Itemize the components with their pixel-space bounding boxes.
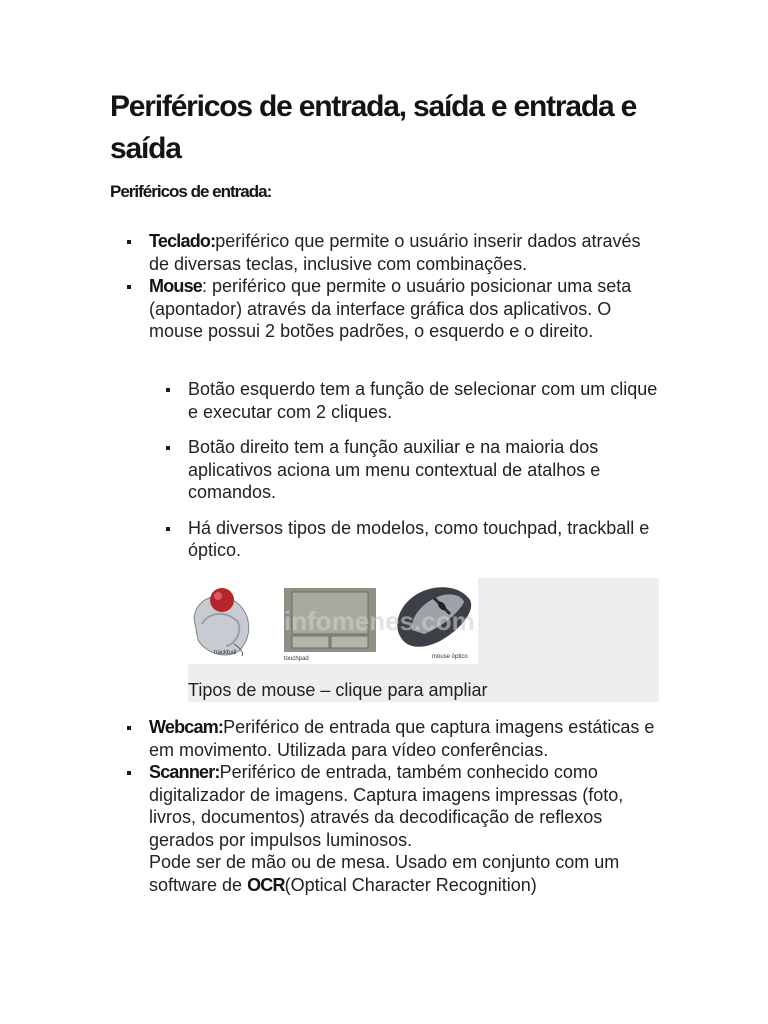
desc-scanner: Periférico de entrada, também conhecido como digitalizador de imagens. Captura imagens impressas (foto, livros, documentos) através da decodificação de reflexos gerados por impulsos luminosos. bbox=[149, 762, 624, 850]
desc-mouse-types: Há diversos tipos de modelos, como touchpad, trackball e óptico. bbox=[188, 517, 650, 560]
list-item-webcam bbox=[0, 716, 659, 761]
mouse-types-image[interactable] bbox=[188, 578, 478, 664]
list-item-teclado bbox=[0, 230, 659, 275]
term-ocr: OCR bbox=[247, 874, 285, 895]
touchpad-label: touchpad bbox=[284, 656, 309, 662]
mouse-types-illustration bbox=[188, 578, 478, 664]
term-mouse: Mouse bbox=[149, 276, 203, 296]
mouse-types-figure[interactable] bbox=[188, 578, 659, 702]
input-peripherals-list bbox=[0, 230, 659, 343]
list-item-scanner bbox=[0, 761, 659, 896]
list-item-mouse-types bbox=[0, 517, 660, 562]
page-title: Periféricos de entrada, saída e entrada e saída bbox=[110, 90, 637, 165]
bullet-icon bbox=[166, 527, 170, 531]
bullet-icon bbox=[127, 285, 131, 289]
list-item-left-button bbox=[0, 378, 660, 423]
term-scanner: Scanner: bbox=[149, 762, 220, 782]
desc-webcam: Periférico de entrada que captura imagens estáticas e em movimento. Utilizada para vídeo conferências. bbox=[149, 717, 655, 760]
term-teclado: Teclado: bbox=[149, 231, 216, 251]
mouse-details-list bbox=[0, 378, 660, 562]
bullet-icon bbox=[127, 726, 131, 730]
trackball-mouse-icon bbox=[194, 588, 249, 656]
input-peripherals-list-continued bbox=[0, 716, 659, 896]
bullet-icon bbox=[166, 388, 170, 392]
bullet-icon bbox=[166, 446, 170, 450]
desc-teclado: periférico que permite o usuário inserir dados através de diversas teclas, inclusive com combinações. bbox=[149, 231, 641, 274]
desc-right-button: Botão direito tem a função auxiliar e na maioria dos aplicativos aciona um menu contextual de atalhos e comandos. bbox=[188, 437, 601, 502]
desc-scanner-extra: Pode ser de mão ou de mesa. Usado em conjunto com um software de bbox=[149, 852, 620, 895]
term-webcam: Webcam: bbox=[149, 717, 224, 737]
bullet-icon bbox=[127, 240, 131, 244]
desc-left-button: Botão esquerdo tem a função de selecionar com um clique e executar com 2 cliques. bbox=[188, 379, 658, 422]
figure-caption[interactable]: Tipos de mouse – clique para ampliar bbox=[188, 680, 488, 700]
bullet-icon bbox=[127, 771, 131, 775]
list-item-right-button bbox=[0, 436, 660, 504]
section-heading: Periféricos de entrada: bbox=[110, 182, 272, 201]
list-item-mouse bbox=[0, 275, 659, 343]
optical-mouse-label: mouse óptico bbox=[432, 654, 468, 660]
watermark-text: infomenes.com bbox=[284, 606, 475, 636]
trackball-label: trackball bbox=[214, 650, 237, 656]
desc-mouse: : periférico que permite o usuário posicionar uma seta (apontador) através da interface gráfica dos aplicativos. O mouse possui 2 botões padrões, o esquerdo e o direito. bbox=[149, 276, 632, 341]
desc-ocr: (Optical Character Recognition) bbox=[284, 874, 537, 895]
